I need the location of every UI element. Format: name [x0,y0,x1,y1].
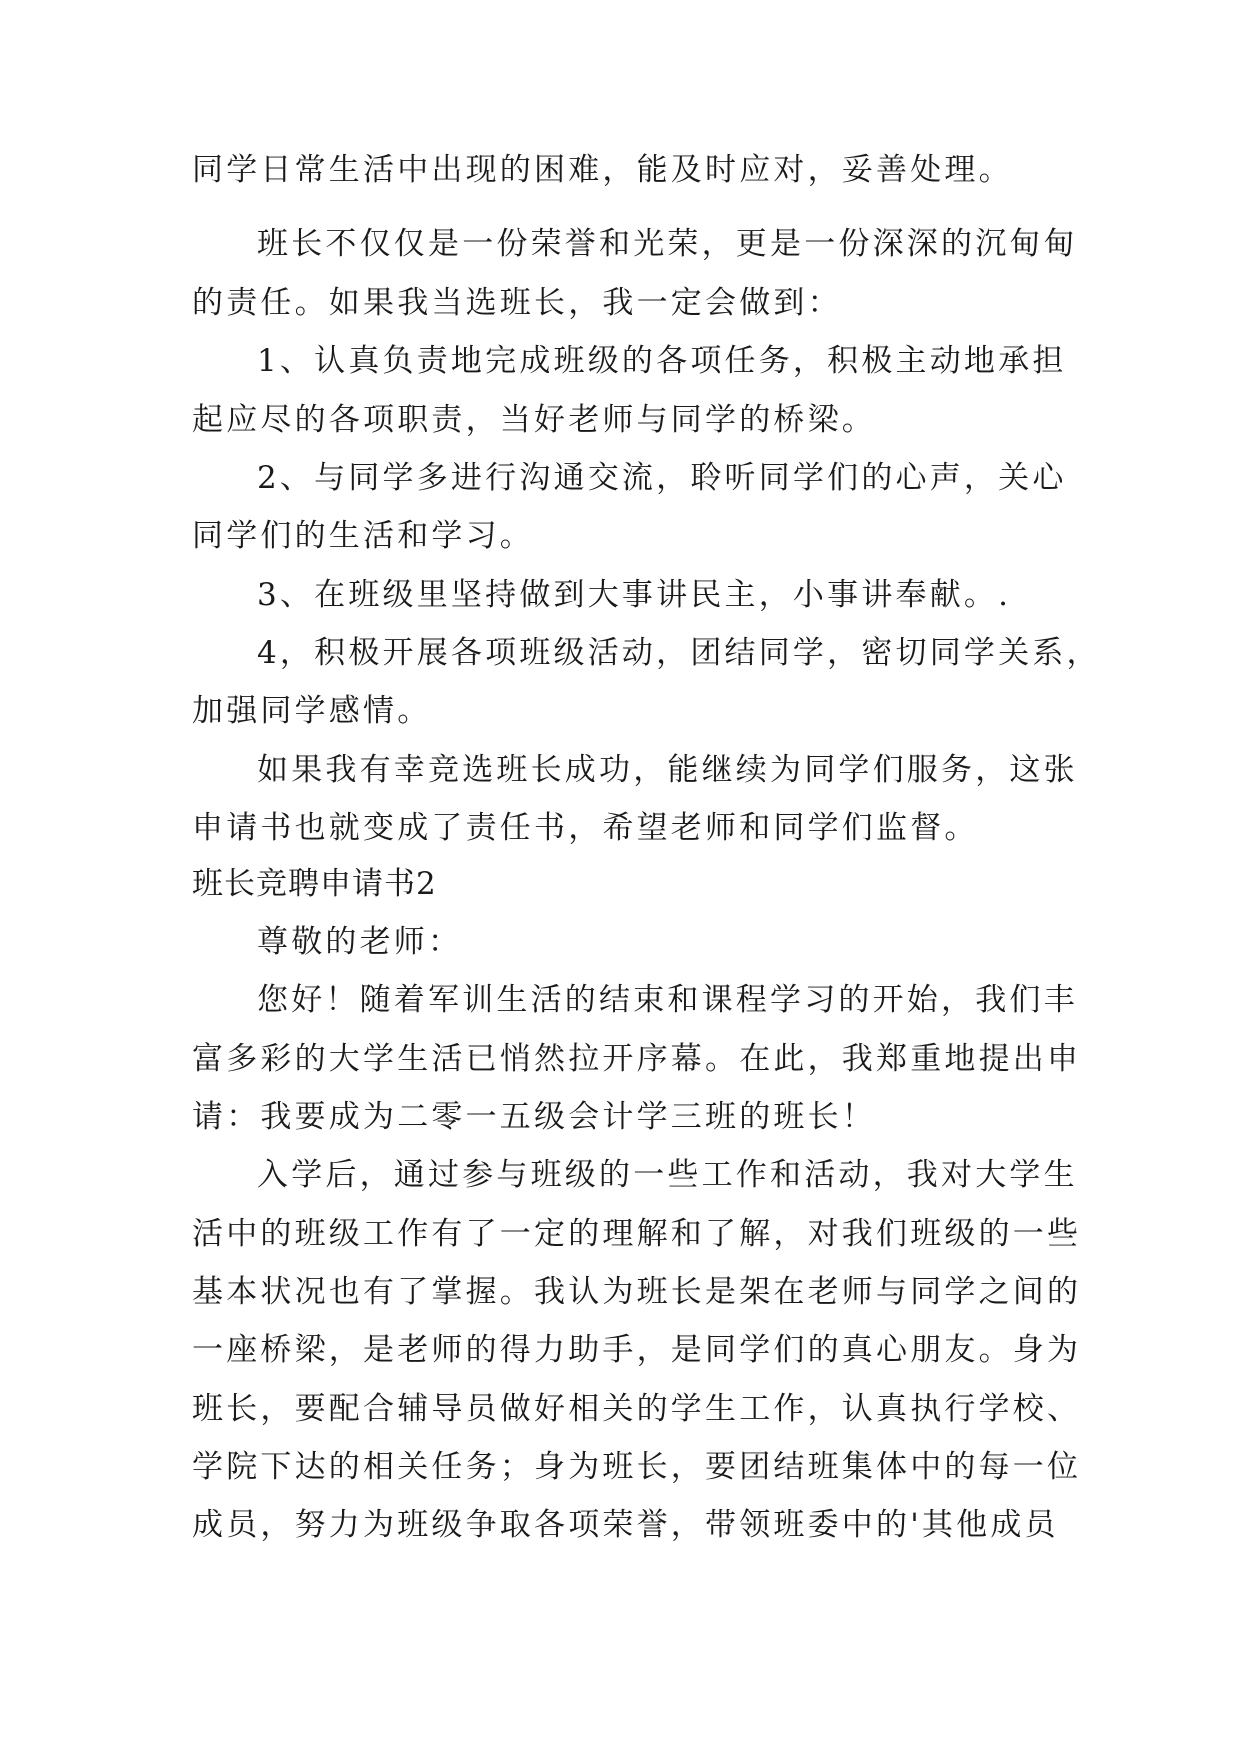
paragraph-line: 申请书也就变成了责任书，希望老师和同学们监督。 [192,810,979,846]
list-item-line: 4，积极开展各项班级活动，团结同学，密切同学关系， [257,635,1101,671]
list-item-line: 3、在班级里坚持做到大事讲民主，小事讲奉献。. [257,577,1012,613]
paragraph-line: 班长，要配合辅导员做好相关的学生工作，认真执行学校、 [192,1391,1082,1427]
paragraph-line: 班长不仅仅是一份荣誉和光荣，更是一份深深的沉甸甸 [257,226,1078,262]
paragraph-line: 请：我要成为二零一五级会计学三班的班长！ [192,1099,876,1135]
paragraph-line: 成员，努力为班级争取各项荣誉，带领班委中的'其他成员 [192,1507,1059,1543]
list-item-line: 同学们的生活和学习。 [192,518,534,554]
paragraph-line: 入学后，通过参与班级的一些工作和活动，我对大学生 [257,1157,1078,1193]
paragraph-line: 学院下达的相关任务；身为班长，要团结班集体中的每一位 [192,1449,1082,1485]
paragraph-line: 您好！随着军训生活的结束和课程学习的开始，我们丰 [257,982,1078,1018]
paragraph-line: 如果我有幸竞选班长成功，能继续为同学们服务，这张 [257,752,1078,788]
salutation: 尊敬的老师： [257,924,463,960]
paragraph-line: 一座桥梁，是老师的得力助手，是同学们的真心朋友。身为 [192,1332,1082,1368]
list-item-line: 2、与同学多进行沟通交流，聆听同学们的心声，关心 [257,460,1067,496]
paragraph-line: 活中的班级工作有了一定的理解和了解，对我们班级的一些 [192,1216,1082,1252]
section-heading: 班长竞聘申请书2 [192,866,437,902]
list-item-line: 加强同学感情。 [192,693,432,729]
paragraph-line: 的责任。如果我当选班长，我一定会做到： [192,285,842,321]
list-item-line: 起应尽的各项职责，当好老师与同学的桥梁。 [192,402,876,438]
list-item-line: 1、认真负责地完成班级的各项任务，积极主动地承担 [257,343,1067,379]
paragraph-line: 基本状况也有了掌握。我认为班长是架在老师与同学之间的 [192,1274,1082,1310]
paragraph-line: 同学日常生活中出现的困难，能及时应对，妥善处理。 [192,152,1013,188]
paragraph-line: 富多彩的大学生活已悄然拉开序幕。在此，我郑重地提出申 [192,1041,1082,1077]
